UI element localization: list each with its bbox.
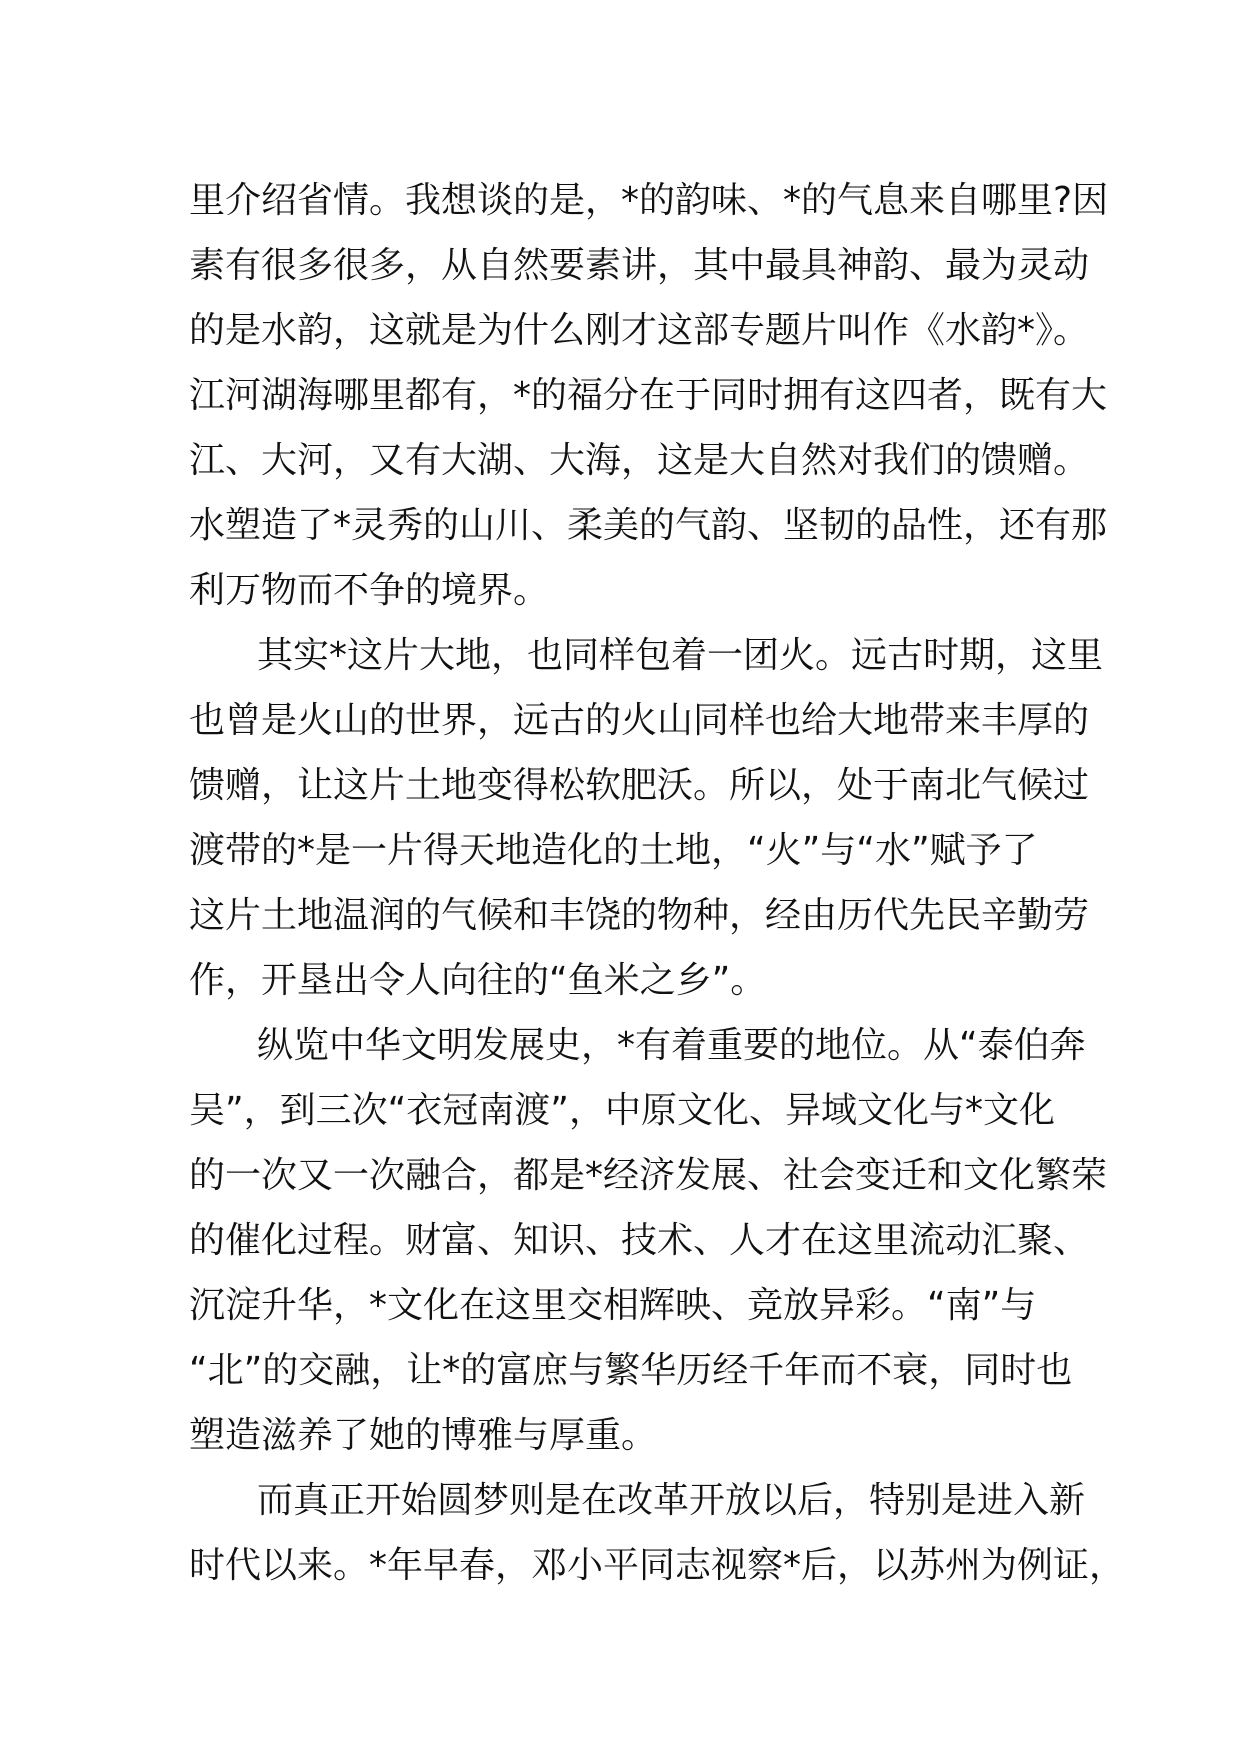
text-line: 这片土地温润的气候和丰饶的物种，经由历代先民辛勤劳: [189, 895, 1090, 936]
text-line: 的一次又一次融合，都是*经济发展、社会变迁和文化繁荣: [189, 1155, 1108, 1196]
text-line: 的是水韵，这就是为什么刚才这部专题片叫作《水韵*》。: [189, 310, 1090, 351]
text-line: 渡带的*是一片得天地造化的土地，“火”与“水”赋予了: [189, 830, 1038, 871]
text-line: 时代以来。*年早春，邓小平同志视察*后，以苏州为例证，: [189, 1545, 1126, 1586]
text-line: 作，开垦出令人向往的“鱼米之乡”。: [189, 960, 767, 1001]
body-text: [189, 168, 1126, 1598]
text-line: 江、大河，又有大湖、大海，这是大自然对我们的馈赠。: [189, 440, 1090, 481]
paragraph-first-line: 纵览中华文明发展史，*有着重要的地位。从“泰伯奔: [257, 1025, 1086, 1066]
paragraph-first-line: 而真正开始圆梦则是在改革开放以后，特别是进入新: [257, 1480, 1086, 1521]
text-line: 的催化过程。财富、知识、技术、人才在这里流动汇聚、: [189, 1220, 1090, 1261]
text-line: 沉淀升华，*文化在这里交相辉映、竞放异彩。“南”与: [189, 1285, 1037, 1326]
text-line: “北”的交融，让*的富庶与繁华历经千年而不衰，同时也: [189, 1350, 1073, 1391]
text-line: 也曾是火山的世界，远古的火山同样也给大地带来丰厚的: [189, 700, 1090, 741]
text-line: 江河湖海哪里都有，*的福分在于同时拥有这四者，既有大: [189, 375, 1108, 416]
text-line: 吴”，到三次“衣冠南渡”，中原文化、异域文化与*文化: [189, 1090, 1055, 1131]
text-line: 水塑造了*灵秀的山川、柔美的气韵、坚韧的品性，还有那: [189, 505, 1108, 546]
text-line: 塑造滋养了她的博雅与厚重。: [189, 1415, 658, 1456]
paragraph-first-line: 其实*这片大地，也同样包着一团火。远古时期，这里: [257, 635, 1104, 676]
text-line: 利万物而不争的境界。: [189, 570, 550, 611]
text-line: 馈赠，让这片土地变得松软肥沃。所以，处于南北气候过: [189, 765, 1090, 806]
text-line: 素有很多很多，从自然要素讲，其中最具神韵、最为灵动: [189, 245, 1090, 286]
text-line: 里介绍省情。我想谈的是，*的韵味、*的气息来自哪里?因: [189, 180, 1109, 221]
